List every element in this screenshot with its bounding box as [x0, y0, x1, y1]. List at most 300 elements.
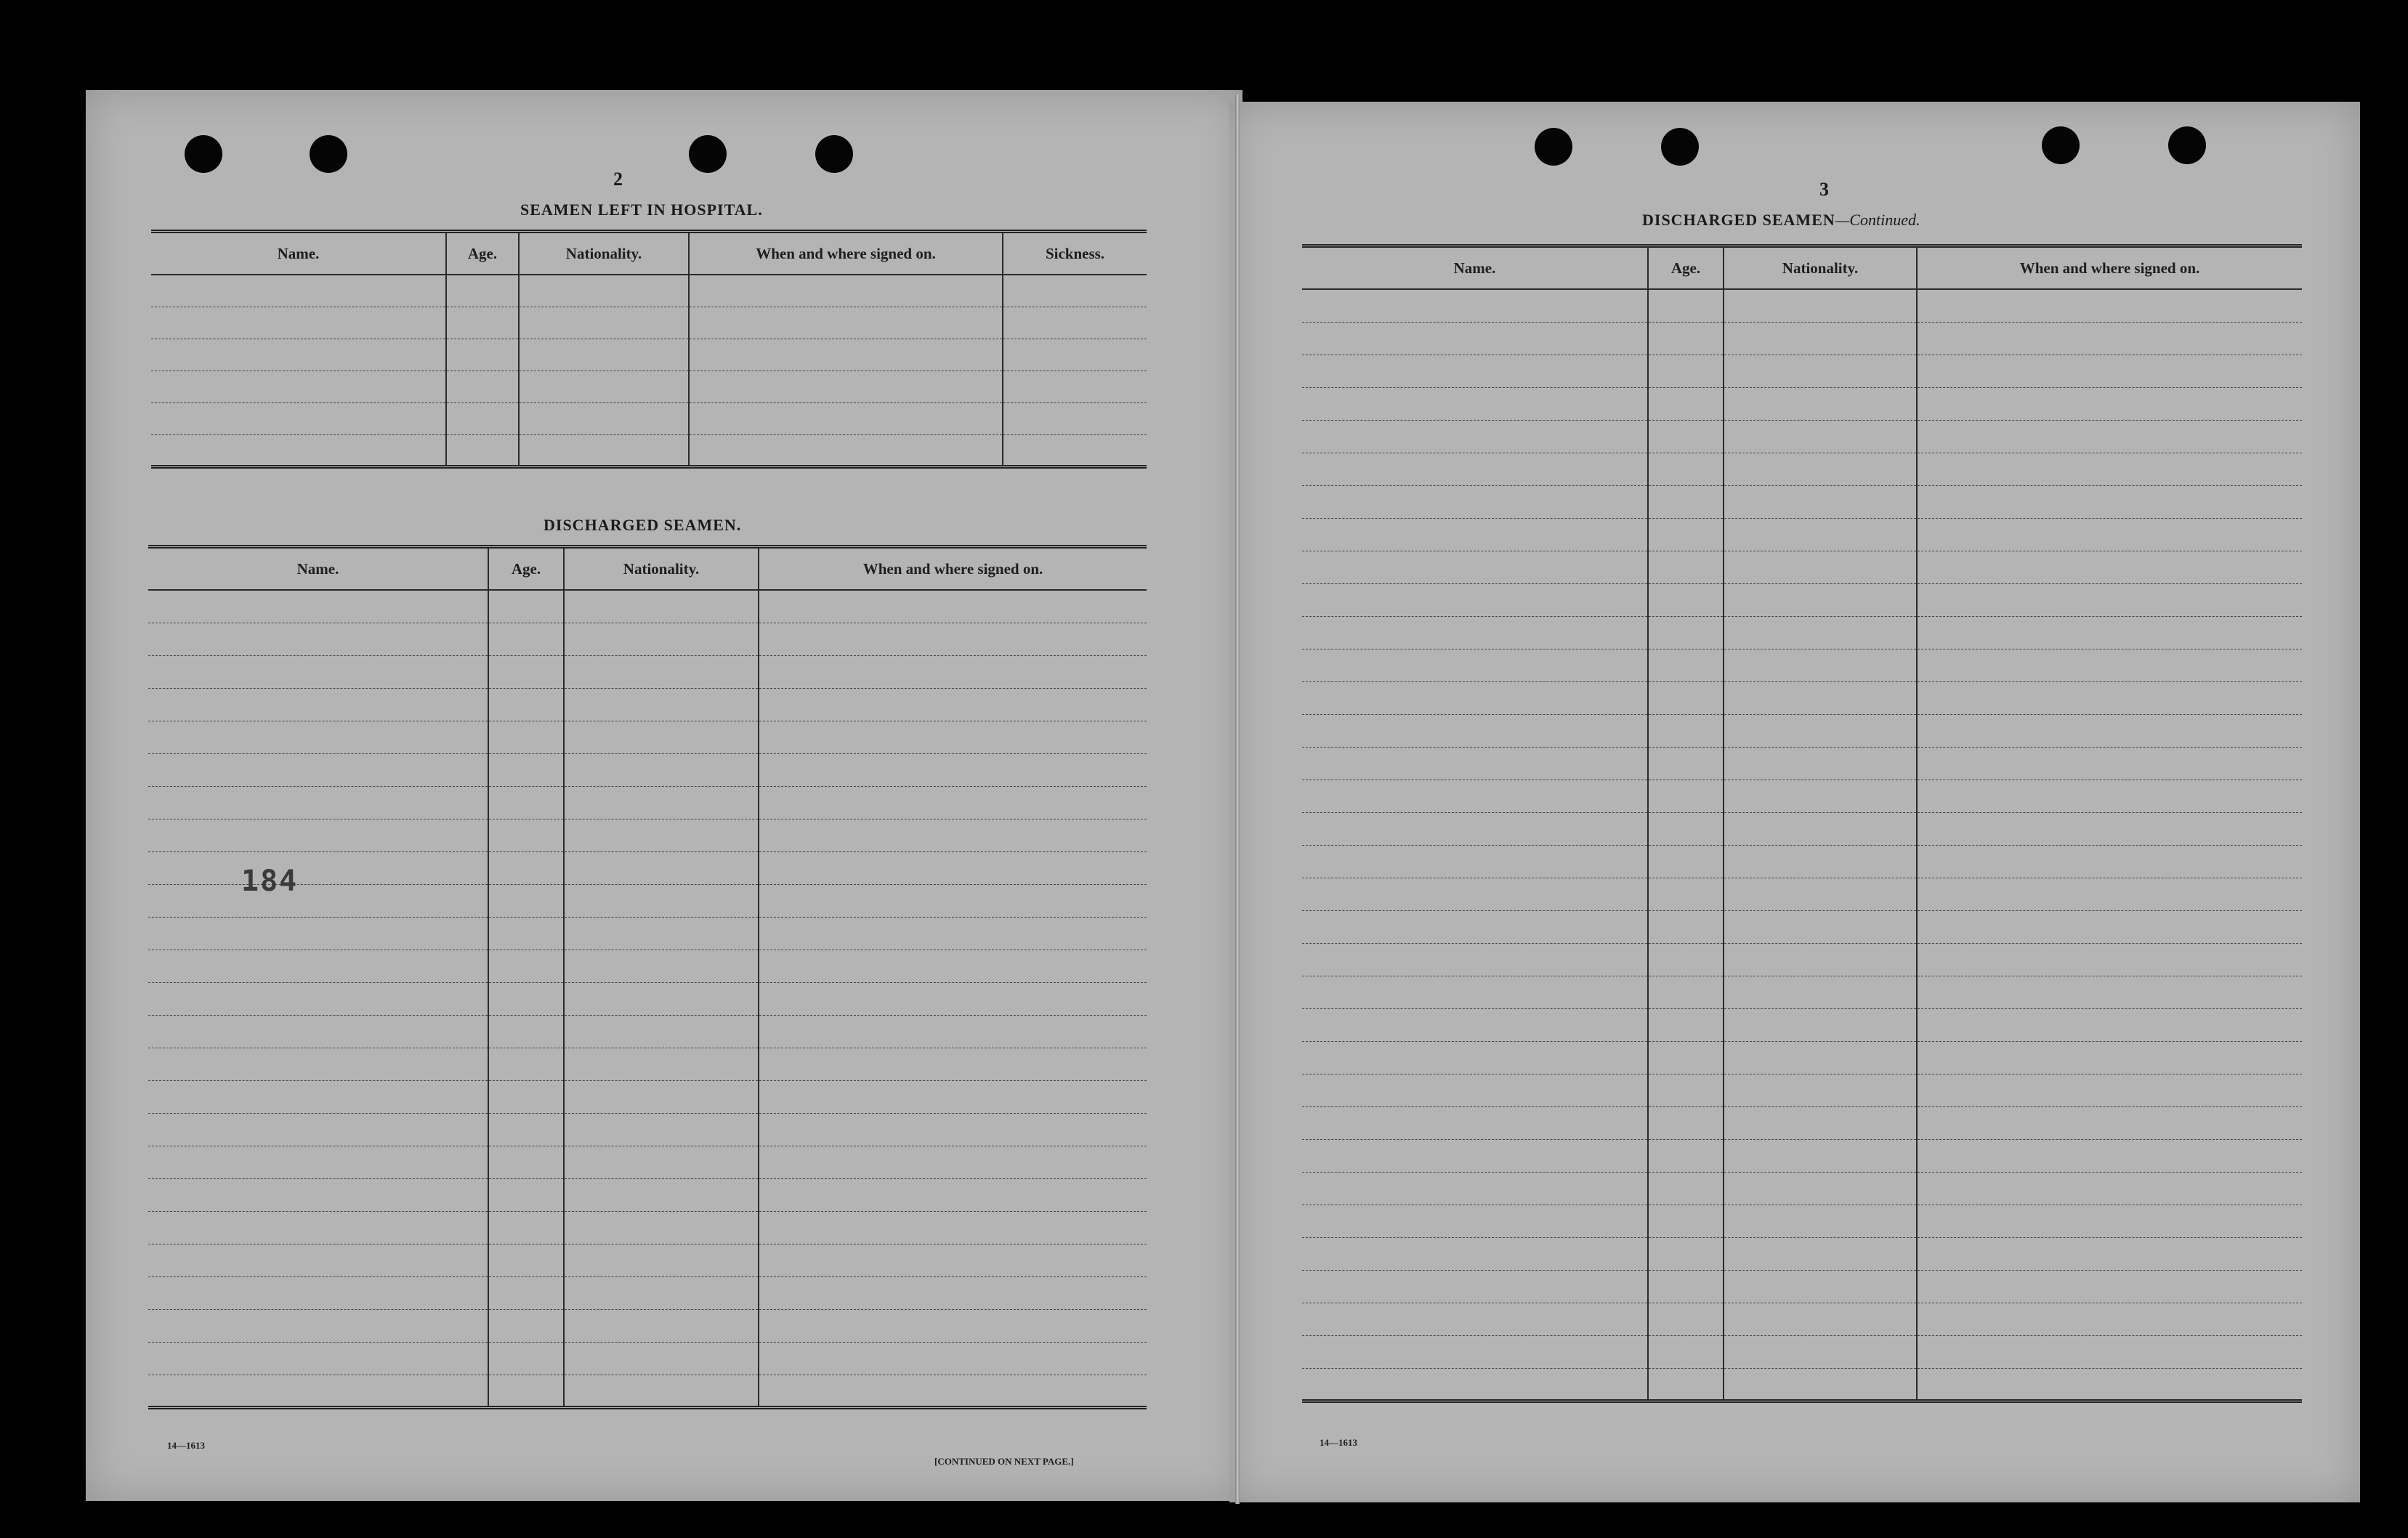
table-cell	[564, 1276, 759, 1309]
table-cell	[1724, 910, 1917, 943]
table-cell	[564, 1048, 759, 1080]
table-row	[148, 688, 1147, 721]
table-row	[1302, 780, 2302, 812]
table-cell	[1302, 1303, 1648, 1335]
table-cell	[1302, 845, 1648, 878]
table-row	[1302, 518, 2302, 551]
table-cell	[1724, 1008, 1917, 1041]
table-cell	[564, 1244, 759, 1276]
table-cell	[1724, 1172, 1917, 1205]
table-cell	[488, 1309, 564, 1342]
table-cell	[1302, 1335, 1648, 1368]
table-cell	[488, 1178, 564, 1211]
punch-hole	[310, 135, 347, 173]
table-cell	[1724, 583, 1917, 616]
table-cell	[148, 950, 488, 982]
table-cell	[1003, 307, 1147, 339]
table-row	[1302, 976, 2302, 1008]
table-cell	[1302, 453, 1648, 485]
table-cell	[1648, 1008, 1724, 1041]
table-row	[1302, 845, 2302, 878]
table-row	[1302, 747, 2302, 780]
table-cell	[148, 786, 488, 819]
table-cell	[1302, 943, 1648, 976]
column-header-nationality: Nationality.	[1724, 246, 1917, 290]
table-cell	[689, 402, 1003, 434]
table-cell	[488, 819, 564, 851]
table-cell	[446, 339, 519, 371]
column-header-age: Age.	[1648, 246, 1724, 290]
table-cell	[1724, 289, 1917, 322]
table-cell	[148, 1309, 488, 1342]
table-cell	[1917, 976, 2302, 1008]
table-cell	[1917, 551, 2302, 583]
table-header-row	[151, 232, 1147, 275]
punch-hole	[2168, 126, 2206, 164]
table-row	[148, 786, 1147, 819]
table-cell	[148, 982, 488, 1015]
table-row	[1302, 616, 2302, 649]
table-cell	[1648, 845, 1724, 878]
table-cell	[1724, 780, 1917, 812]
table-cell	[1648, 387, 1724, 420]
table-cell	[446, 434, 519, 466]
table-cell	[1302, 747, 1648, 780]
table-cell	[151, 307, 446, 339]
table-row	[151, 339, 1147, 371]
table-cell	[564, 786, 759, 819]
table-cell	[1302, 518, 1648, 551]
table-cell	[1917, 1041, 2302, 1074]
table-cell	[759, 1015, 1147, 1048]
table-cell	[564, 884, 759, 917]
table-cell	[488, 950, 564, 982]
table-cell	[148, 1048, 488, 1080]
table-cell	[1648, 714, 1724, 747]
table-cell	[488, 1375, 564, 1407]
table-cell	[1302, 1041, 1648, 1074]
table-cell	[1917, 649, 2302, 681]
table-cell	[564, 1080, 759, 1113]
column-header-signed-on: When and where signed on.	[689, 232, 1003, 275]
form-number: 14—1613	[167, 1440, 205, 1451]
table-cell	[1302, 681, 1648, 714]
table-header-row	[148, 547, 1147, 591]
table-cell	[759, 623, 1147, 655]
table-row	[151, 371, 1147, 402]
table-cell	[1917, 878, 2302, 910]
punch-hole	[1535, 128, 1572, 166]
table-row	[1302, 583, 2302, 616]
table-cell	[1724, 453, 1917, 485]
table-cell	[564, 721, 759, 753]
table-cell	[1724, 1335, 1917, 1368]
table-cell	[759, 851, 1147, 884]
hospital-section-title: SEAMEN LEFT IN HOSPITAL.	[520, 201, 763, 219]
table-row	[148, 950, 1147, 982]
column-header-nationality: Nationality.	[519, 232, 689, 275]
table-cell	[1724, 1074, 1917, 1106]
table-cell	[488, 917, 564, 950]
table-cell	[1648, 747, 1724, 780]
table-cell	[148, 753, 488, 786]
table-cell	[1003, 371, 1147, 402]
table-cell	[148, 1211, 488, 1244]
table-row	[151, 402, 1147, 434]
table-cell	[1724, 845, 1917, 878]
table-cell	[1724, 812, 1917, 845]
table-cell	[1724, 1368, 1917, 1401]
table-cell	[1724, 1106, 1917, 1139]
table-cell	[1302, 1270, 1648, 1303]
table-row	[1302, 322, 2302, 355]
table-cell	[1648, 616, 1724, 649]
table-cell	[759, 753, 1147, 786]
table-cell	[519, 275, 689, 307]
table-cell	[151, 371, 446, 402]
table-row	[151, 307, 1147, 339]
table-cell	[1724, 518, 1917, 551]
table-cell	[689, 275, 1003, 307]
table-cell	[1302, 1074, 1648, 1106]
table-row	[1302, 1368, 2302, 1401]
table-cell	[488, 1146, 564, 1178]
table-cell	[1648, 1172, 1724, 1205]
table-cell	[564, 1211, 759, 1244]
table-cell	[564, 1178, 759, 1211]
table-cell	[1648, 1041, 1724, 1074]
table-cell	[488, 590, 564, 623]
table-cell	[1302, 1237, 1648, 1270]
table-row	[1302, 1237, 2302, 1270]
table-cell	[446, 371, 519, 402]
discharged-title: DISCHARGED SEAMEN	[1642, 211, 1835, 229]
table-cell	[1003, 434, 1147, 466]
right-form-page	[1229, 102, 2360, 1502]
table-cell	[1302, 485, 1648, 518]
table-cell	[1648, 1139, 1724, 1172]
table-cell	[1648, 1237, 1724, 1270]
table-cell	[148, 1178, 488, 1211]
table-row	[148, 655, 1147, 688]
table-cell	[1648, 812, 1724, 845]
table-row	[148, 590, 1147, 623]
table-cell	[1917, 780, 2302, 812]
table-row	[1302, 551, 2302, 583]
discharged-continued-title	[1642, 211, 1920, 230]
table-cell	[148, 1113, 488, 1146]
table-cell	[148, 655, 488, 688]
table-cell	[488, 1342, 564, 1375]
table-cell	[148, 590, 488, 623]
table-cell	[1302, 583, 1648, 616]
table-cell	[564, 688, 759, 721]
table-cell	[148, 623, 488, 655]
table-cell	[148, 1244, 488, 1276]
table-cell	[1724, 485, 1917, 518]
table-cell	[564, 1375, 759, 1407]
table-cell	[1302, 780, 1648, 812]
table-header-row	[1302, 246, 2302, 290]
table-cell	[759, 655, 1147, 688]
table-row	[148, 819, 1147, 851]
table-cell	[564, 1342, 759, 1375]
table-row	[1302, 485, 2302, 518]
table-row	[148, 1244, 1147, 1276]
table-cell	[1724, 355, 1917, 387]
table-cell	[1648, 322, 1724, 355]
table-cell	[1302, 355, 1648, 387]
table-cell	[1648, 1106, 1724, 1139]
discharged-continued-table-body	[1302, 289, 2302, 1401]
table-row	[1302, 943, 2302, 976]
table-cell	[1648, 1270, 1724, 1303]
table-row	[1302, 1139, 2302, 1172]
page-number: 3	[1819, 179, 1829, 200]
table-cell	[148, 1146, 488, 1178]
table-cell	[1648, 976, 1724, 1008]
table-cell	[1302, 387, 1648, 420]
table-cell	[148, 721, 488, 753]
continued-label: —Continued.	[1835, 211, 1920, 229]
table-cell	[519, 402, 689, 434]
table-row	[1302, 1205, 2302, 1237]
table-cell	[1003, 275, 1147, 307]
table-row	[1302, 649, 2302, 681]
table-cell	[488, 655, 564, 688]
table-cell	[564, 1146, 759, 1178]
table-cell	[759, 1113, 1147, 1146]
table-cell	[519, 434, 689, 466]
table-cell	[1917, 747, 2302, 780]
table-cell	[1302, 551, 1648, 583]
table-cell	[519, 307, 689, 339]
column-header-nationality: Nationality.	[564, 547, 759, 591]
table-cell	[1917, 518, 2302, 551]
column-header-name: Name.	[1302, 246, 1648, 290]
table-cell	[1917, 1237, 2302, 1270]
column-header-signed-on: When and where signed on.	[759, 547, 1147, 591]
table-cell	[148, 1375, 488, 1407]
table-cell	[1302, 289, 1648, 322]
table-cell	[1724, 649, 1917, 681]
table-cell	[1917, 1008, 2302, 1041]
table-row	[1302, 1303, 2302, 1335]
left-form-page	[86, 90, 1243, 1501]
table-row	[151, 275, 1147, 307]
table-cell	[488, 982, 564, 1015]
table-cell	[1724, 878, 1917, 910]
table-cell	[759, 590, 1147, 623]
table-cell	[148, 884, 488, 917]
table-cell	[759, 1309, 1147, 1342]
table-cell	[1648, 1335, 1724, 1368]
table-cell	[1724, 616, 1917, 649]
table-cell	[1917, 910, 2302, 943]
table-cell	[488, 753, 564, 786]
table-cell	[1003, 402, 1147, 434]
table-cell	[759, 982, 1147, 1015]
table-row	[1302, 681, 2302, 714]
table-cell	[519, 371, 689, 402]
punch-hole	[815, 135, 853, 173]
table-row	[148, 1276, 1147, 1309]
table-cell	[1917, 1106, 2302, 1139]
table-row	[148, 721, 1147, 753]
column-header-age: Age.	[446, 232, 519, 275]
table-cell	[148, 1080, 488, 1113]
table-row	[1302, 289, 2302, 322]
table-cell	[759, 1048, 1147, 1080]
table-cell	[151, 339, 446, 371]
page-number: 2	[613, 169, 623, 190]
table-cell	[1302, 1205, 1648, 1237]
table-cell	[151, 275, 446, 307]
table-cell	[151, 434, 446, 466]
table-cell	[564, 1113, 759, 1146]
table-cell	[1917, 387, 2302, 420]
table-cell	[759, 1375, 1147, 1407]
table-cell	[759, 884, 1147, 917]
table-cell	[488, 721, 564, 753]
table-cell	[1302, 322, 1648, 355]
discharged-section-title: DISCHARGED SEAMEN.	[544, 516, 742, 534]
table-row	[1302, 812, 2302, 845]
table-cell	[1724, 551, 1917, 583]
table-row	[148, 623, 1147, 655]
table-cell	[1648, 485, 1724, 518]
punch-hole	[185, 135, 222, 173]
table-cell	[1302, 878, 1648, 910]
table-cell	[1724, 420, 1917, 453]
table-cell	[1917, 1368, 2302, 1401]
punch-hole	[689, 135, 727, 173]
table-cell	[1724, 1303, 1917, 1335]
table-row	[148, 982, 1147, 1015]
table-cell	[446, 275, 519, 307]
table-cell	[564, 1015, 759, 1048]
table-cell	[1302, 616, 1648, 649]
table-cell	[1917, 681, 2302, 714]
table-cell	[759, 1178, 1147, 1211]
table-cell	[1917, 1335, 2302, 1368]
table-cell	[1003, 339, 1147, 371]
table-cell	[488, 1048, 564, 1080]
table-cell	[564, 590, 759, 623]
discharged-table-body	[148, 590, 1147, 1407]
table-cell	[564, 917, 759, 950]
table-cell	[488, 851, 564, 884]
table-cell	[689, 339, 1003, 371]
table-row	[148, 1015, 1147, 1048]
table-cell	[1724, 747, 1917, 780]
table-cell	[1302, 1172, 1648, 1205]
table-cell	[1917, 1270, 2302, 1303]
table-row	[1302, 714, 2302, 747]
table-cell	[1648, 518, 1724, 551]
table-row	[148, 1178, 1147, 1211]
table-cell	[1724, 1041, 1917, 1074]
table-row	[148, 1048, 1147, 1080]
table-cell	[1302, 1106, 1648, 1139]
discharged-continued-table	[1302, 244, 2302, 1403]
punch-hole	[1661, 128, 1699, 166]
table-cell	[488, 1244, 564, 1276]
table-cell	[519, 339, 689, 371]
table-cell	[759, 917, 1147, 950]
table-cell	[564, 1309, 759, 1342]
table-cell	[488, 884, 564, 917]
table-cell	[1648, 289, 1724, 322]
table-cell	[446, 402, 519, 434]
table-cell	[1917, 289, 2302, 322]
hospital-table	[151, 230, 1147, 469]
table-cell	[1917, 1172, 2302, 1205]
table-cell	[1917, 812, 2302, 845]
table-row	[1302, 387, 2302, 420]
table-cell	[564, 623, 759, 655]
table-row	[148, 1146, 1147, 1178]
table-cell	[759, 950, 1147, 982]
table-cell	[488, 623, 564, 655]
table-cell	[1724, 714, 1917, 747]
table-cell	[1648, 1368, 1724, 1401]
table-cell	[759, 1276, 1147, 1309]
table-cell	[689, 307, 1003, 339]
table-cell	[759, 1080, 1147, 1113]
table-cell	[1917, 1139, 2302, 1172]
table-row	[1302, 1172, 2302, 1205]
table-cell	[488, 1080, 564, 1113]
table-cell	[1302, 910, 1648, 943]
table-cell	[1648, 453, 1724, 485]
table-cell	[1648, 943, 1724, 976]
table-cell	[1648, 355, 1724, 387]
table-cell	[488, 1276, 564, 1309]
table-cell	[689, 371, 1003, 402]
table-cell	[689, 434, 1003, 466]
table-cell	[1917, 714, 2302, 747]
table-cell	[1648, 583, 1724, 616]
table-cell	[1648, 551, 1724, 583]
table-cell	[1917, 845, 2302, 878]
table-row	[148, 1113, 1147, 1146]
table-cell	[1724, 1237, 1917, 1270]
table-cell	[1648, 1074, 1724, 1106]
table-cell	[1917, 355, 2302, 387]
table-cell	[1648, 420, 1724, 453]
table-cell	[151, 402, 446, 434]
table-row	[1302, 910, 2302, 943]
table-cell	[759, 819, 1147, 851]
table-cell	[1302, 1139, 1648, 1172]
table-row	[148, 1375, 1147, 1407]
table-row	[1302, 355, 2302, 387]
table-cell	[1917, 322, 2302, 355]
table-cell	[564, 982, 759, 1015]
table-cell	[148, 1015, 488, 1048]
table-cell	[1917, 583, 2302, 616]
table-cell	[1917, 1303, 2302, 1335]
table-cell	[1648, 681, 1724, 714]
table-cell	[1917, 453, 2302, 485]
hospital-table-body	[151, 275, 1147, 466]
table-cell	[1724, 681, 1917, 714]
table-cell	[759, 1244, 1147, 1276]
table-cell	[564, 655, 759, 688]
table-cell	[1917, 943, 2302, 976]
table-cell	[759, 721, 1147, 753]
